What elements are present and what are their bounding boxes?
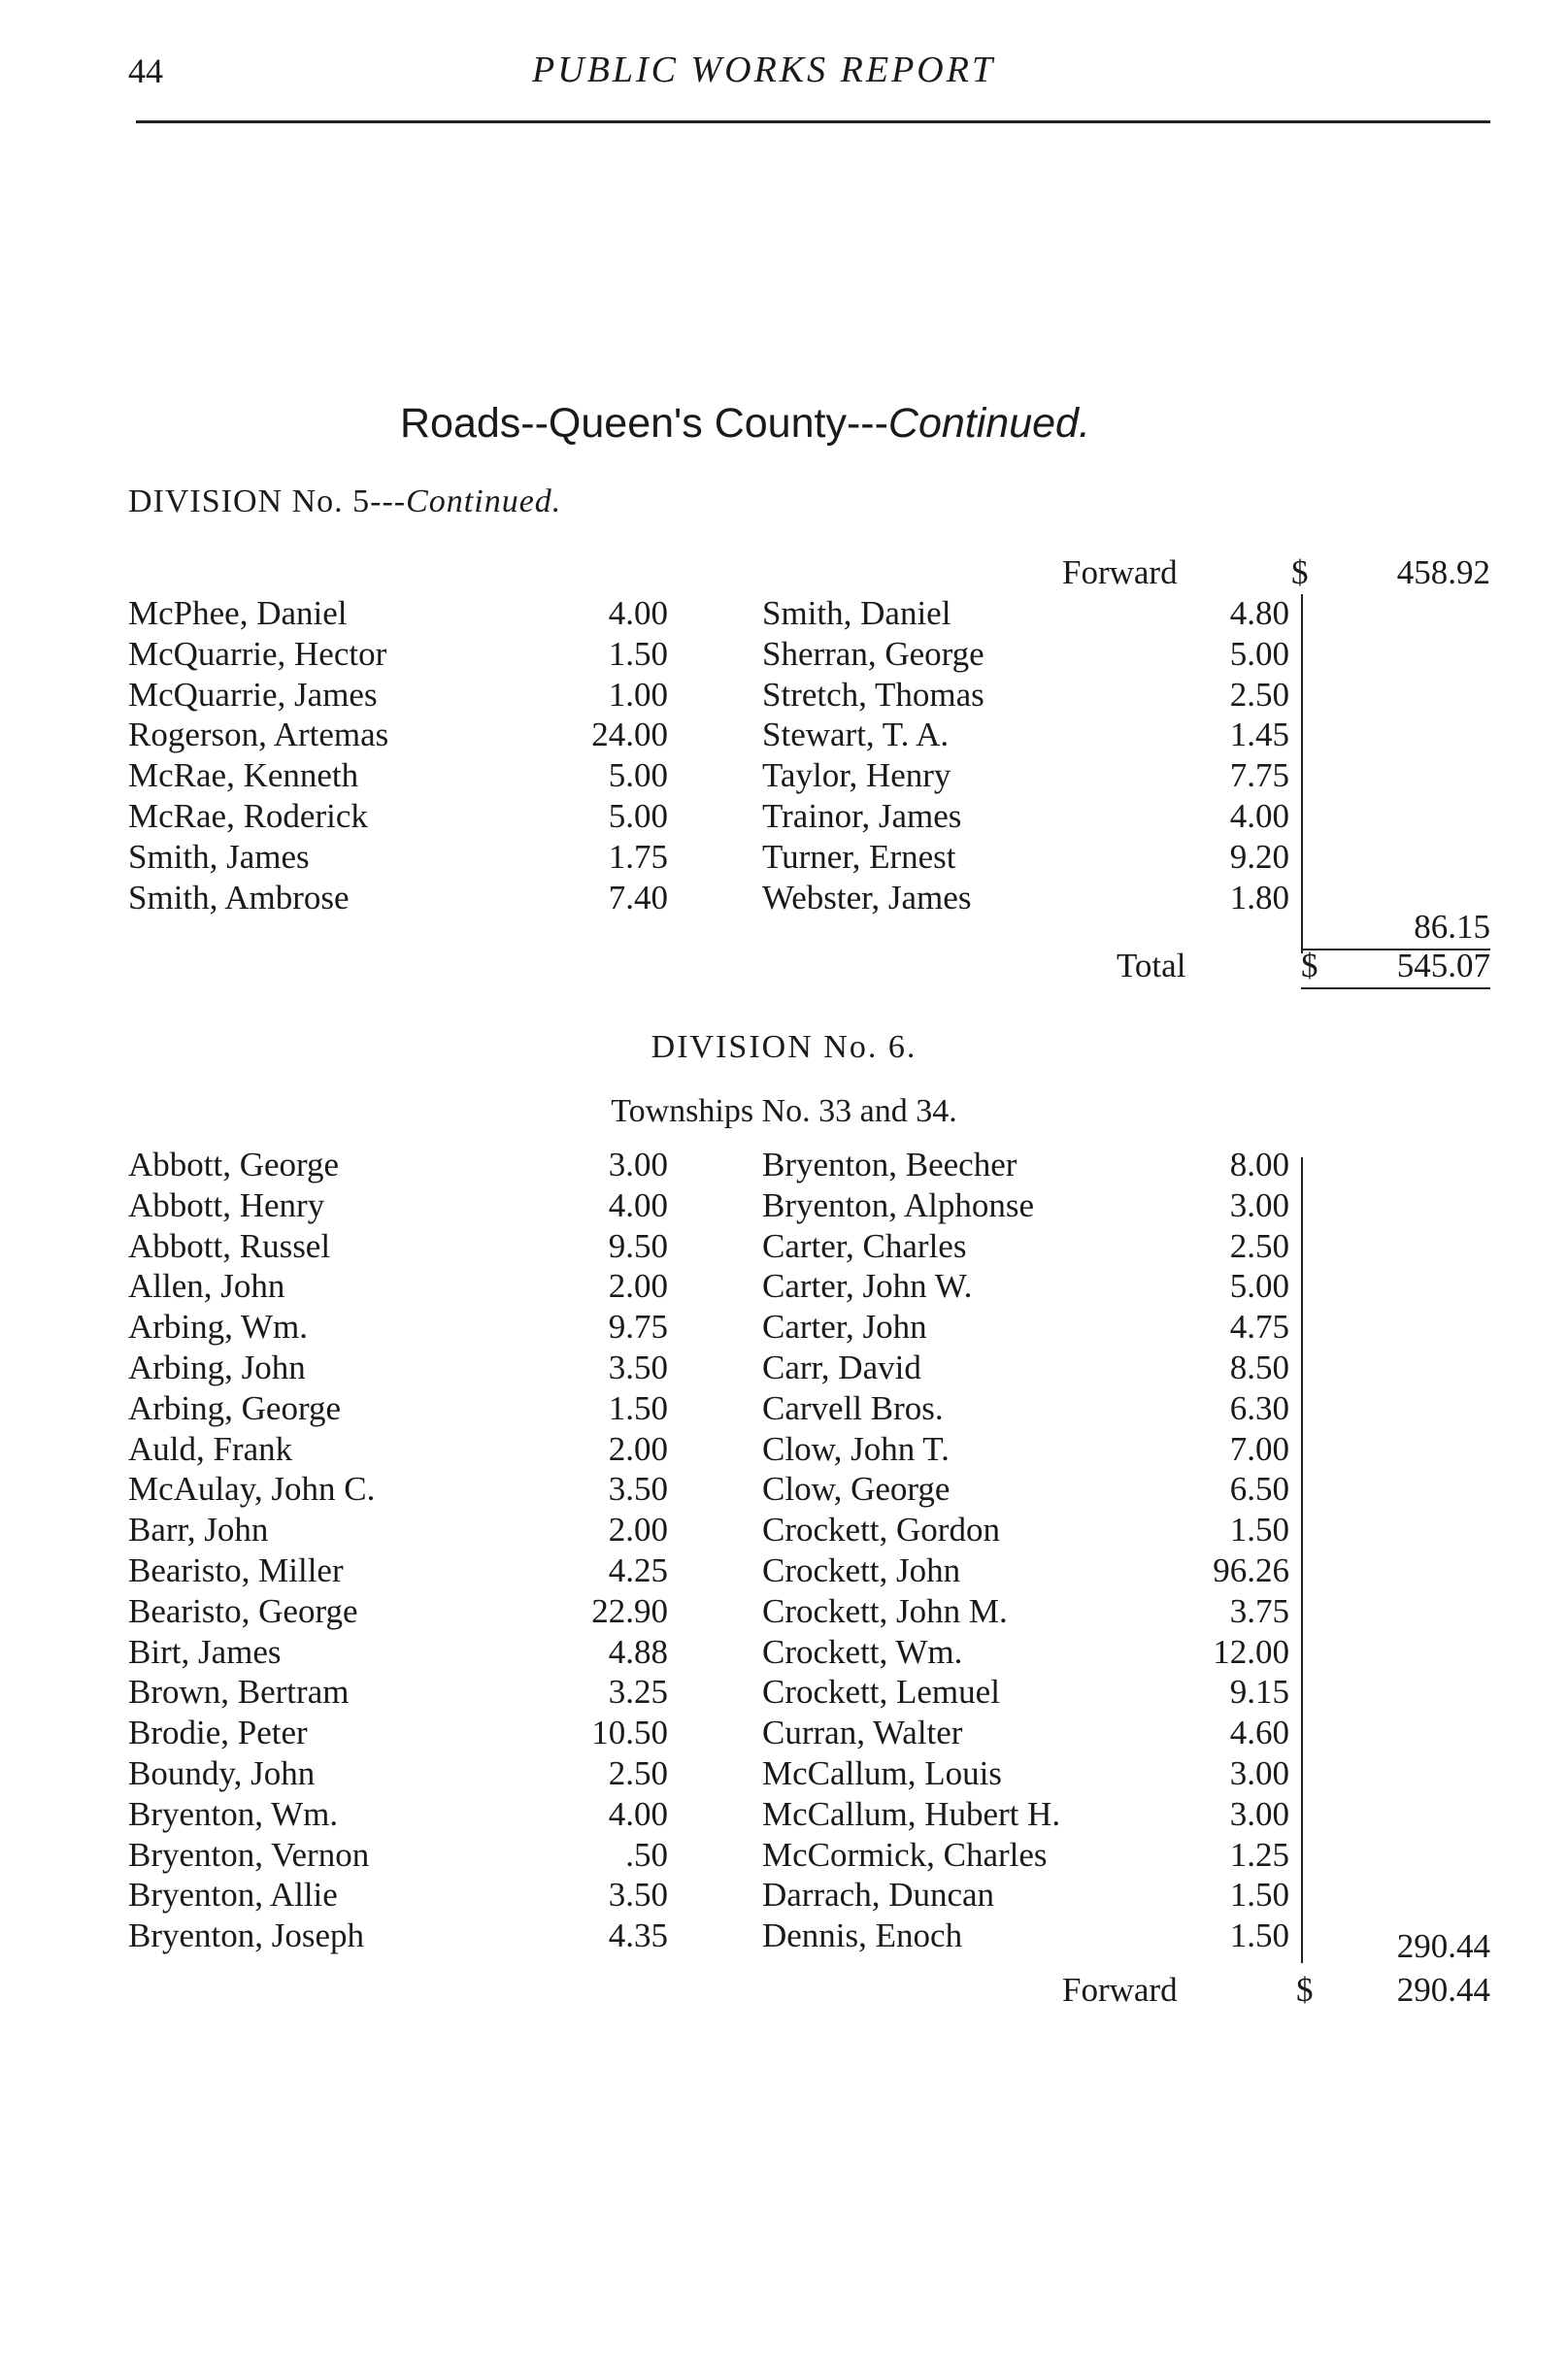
- division5-total-currency: $: [1301, 947, 1318, 984]
- left-amount: 2.00: [608, 1511, 668, 1550]
- right-amount: 9.15: [1229, 1673, 1289, 1712]
- right-name: Carter, Charles: [762, 1226, 967, 1265]
- division5-forward-currency: $: [1291, 553, 1309, 591]
- header-rule: [136, 120, 1490, 123]
- left-amount: 24.00: [591, 716, 668, 754]
- right-name: Curran, Walter: [762, 1714, 963, 1752]
- division6-subheading: Townships No. 33 and 34.: [611, 1093, 957, 1129]
- left-amount: 22.90: [591, 1591, 668, 1630]
- right-amount: 5.00: [1229, 1267, 1289, 1306]
- right-amount: 1.25: [1229, 1835, 1289, 1874]
- section-title-main: Roads--Queen's County---: [400, 400, 888, 447]
- left-name: Birt, James: [128, 1632, 282, 1671]
- right-amount: 1.45: [1229, 716, 1289, 754]
- table-row: [0, 1267, 1568, 1306]
- right-amount: 96.26: [1213, 1551, 1289, 1589]
- left-amount: 3.25: [608, 1673, 668, 1712]
- right-amount: 3.00: [1229, 1794, 1289, 1833]
- right-name: Crockett, Lemuel: [762, 1673, 1000, 1712]
- left-amount: 1.50: [608, 634, 668, 673]
- right-name: Taylor, Henry: [762, 756, 951, 795]
- right-amount: 2.50: [1229, 675, 1289, 714]
- left-amount: 1.75: [608, 837, 668, 876]
- right-amount: 2.50: [1229, 1226, 1289, 1265]
- left-name: Abbott, Russel: [128, 1226, 331, 1265]
- right-name: McCallum, Louis: [762, 1754, 1002, 1792]
- left-name: Smith, Ambrose: [128, 878, 350, 916]
- left-amount: 3.00: [608, 1146, 668, 1183]
- left-name: McAulay, John C.: [128, 1470, 376, 1509]
- left-amount: 4.00: [608, 1185, 668, 1224]
- division6-forward-amount: 290.44: [1396, 1971, 1490, 2009]
- right-amount: 8.50: [1229, 1349, 1289, 1386]
- left-name: McRae, Roderick: [128, 797, 368, 835]
- left-name: Bryenton, Wm.: [128, 1794, 339, 1833]
- table-row: [0, 594, 1568, 633]
- right-amount: 4.60: [1229, 1714, 1289, 1752]
- right-name: Carvell Bros.: [762, 1388, 944, 1427]
- right-name: Crockett, Wm.: [762, 1632, 963, 1671]
- table-row: [0, 1430, 1568, 1469]
- right-name: Webster, James: [762, 878, 972, 916]
- left-amount: 1.00: [608, 675, 668, 714]
- left-name: McQuarrie, Hector: [128, 634, 387, 673]
- table-row: [0, 1470, 1568, 1509]
- left-name: Barr, John: [128, 1511, 269, 1550]
- running-header-title: PUBLIC WORKS REPORT: [532, 50, 996, 90]
- right-name: Carr, David: [762, 1349, 921, 1386]
- left-amount: 4.00: [608, 1794, 668, 1833]
- page-number: 44: [128, 51, 163, 90]
- right-amount: 7.75: [1229, 756, 1289, 795]
- table-row: [0, 1592, 1568, 1631]
- left-name: Bearisto, Miller: [128, 1551, 344, 1589]
- right-amount: 1.50: [1229, 1876, 1289, 1915]
- division5-total-underline: [1301, 987, 1490, 989]
- left-amount: 4.00: [608, 594, 668, 632]
- right-name: Darrach, Duncan: [762, 1876, 995, 1915]
- left-amount: 4.25: [608, 1551, 668, 1589]
- right-amount: 4.80: [1229, 594, 1289, 632]
- left-amount: .50: [625, 1835, 668, 1874]
- table-row: [0, 1349, 1568, 1387]
- left-name: Auld, Frank: [128, 1429, 293, 1468]
- right-amount: 1.80: [1229, 878, 1289, 916]
- right-name: Clow, George: [762, 1470, 951, 1509]
- table-row: [0, 1308, 1568, 1347]
- left-name: Bryenton, Allie: [128, 1876, 338, 1915]
- right-amount: 1.50: [1229, 1511, 1289, 1550]
- right-name: Clow, John T.: [762, 1429, 950, 1468]
- division5-heading-continued: Continued.: [406, 483, 562, 519]
- left-amount: 9.75: [608, 1308, 668, 1347]
- left-name: Bryenton, Joseph: [128, 1916, 365, 1955]
- left-name: Arbing, John: [128, 1349, 306, 1386]
- table-row: [0, 1186, 1568, 1225]
- right-name: Stewart, T. A.: [762, 716, 950, 754]
- right-amount: 8.00: [1229, 1146, 1289, 1183]
- right-name: Bryenton, Alphonse: [762, 1185, 1034, 1224]
- section-title-continued: Continued.: [887, 400, 1090, 447]
- right-amount: 4.00: [1229, 797, 1289, 835]
- division5-heading-text: DIVISION No. 5---: [128, 483, 407, 519]
- table-row: [0, 1754, 1568, 1793]
- left-name: Brodie, Peter: [128, 1714, 308, 1752]
- table-row: [0, 797, 1568, 836]
- left-name: Smith, James: [128, 837, 310, 876]
- right-name: Bryenton, Beecher: [762, 1146, 1018, 1183]
- table-row: [0, 1389, 1568, 1428]
- right-amount: 3.00: [1229, 1185, 1289, 1224]
- left-name: McRae, Kenneth: [128, 756, 359, 795]
- left-amount: 2.00: [608, 1267, 668, 1306]
- right-name: Smith, Daniel: [762, 594, 951, 632]
- left-name: Rogerson, Artemas: [128, 716, 389, 754]
- right-amount: 5.00: [1229, 634, 1289, 673]
- left-name: Allen, John: [128, 1267, 285, 1306]
- right-name: Crockett, Gordon: [762, 1511, 1000, 1550]
- left-name: Abbott, George: [128, 1146, 340, 1183]
- division6-forward-label: Forward: [1062, 1971, 1178, 2009]
- right-name: Carter, John: [762, 1308, 927, 1347]
- division6-heading: DIVISION No. 6.: [651, 1029, 917, 1065]
- right-amount: 6.50: [1229, 1470, 1289, 1509]
- left-amount: 3.50: [608, 1876, 668, 1915]
- left-name: Arbing, George: [128, 1388, 342, 1427]
- division6-column-rule: [1301, 1157, 1303, 1963]
- right-name: Turner, Ernest: [762, 837, 956, 876]
- division6-subtotal-row: [0, 1927, 1568, 1966]
- right-amount: 12.00: [1213, 1632, 1289, 1671]
- left-name: Boundy, John: [128, 1754, 316, 1792]
- table-row: [0, 635, 1568, 674]
- table-row: [0, 838, 1568, 877]
- division5-total-row: [0, 947, 1568, 985]
- division5-forward-row: [0, 553, 1568, 592]
- right-name: Stretch, Thomas: [762, 675, 984, 714]
- right-amount: 3.00: [1229, 1754, 1289, 1792]
- division5-subtotal-amount: 86.15: [1414, 908, 1490, 946]
- right-amount: 9.20: [1229, 837, 1289, 876]
- right-name: Trainor, James: [762, 797, 962, 835]
- right-name: Crockett, John M.: [762, 1591, 1008, 1630]
- division6-forward-row: [0, 1971, 1568, 2010]
- table-row: [0, 756, 1568, 795]
- table-row: [0, 716, 1568, 754]
- right-name: McCallum, Hubert H.: [762, 1794, 1061, 1833]
- table-row: [0, 1673, 1568, 1712]
- division5-column-rule: [1301, 594, 1303, 953]
- right-name: Dennis, Enoch: [762, 1916, 963, 1955]
- left-amount: 2.00: [608, 1429, 668, 1468]
- left-name: Bryenton, Vernon: [128, 1835, 370, 1874]
- table-row: [0, 1511, 1568, 1550]
- left-amount: 4.35: [608, 1916, 668, 1955]
- table-row: [0, 1146, 1568, 1184]
- left-amount: 10.50: [591, 1714, 668, 1752]
- table-row: [0, 1633, 1568, 1672]
- division5-total-amount: 545.07: [1396, 947, 1490, 984]
- right-amount: 4.75: [1229, 1308, 1289, 1347]
- left-name: McPhee, Daniel: [128, 594, 348, 632]
- table-row: [0, 1836, 1568, 1875]
- left-amount: 5.00: [608, 797, 668, 835]
- right-amount: 1.50: [1229, 1916, 1289, 1955]
- left-name: Bearisto, George: [128, 1591, 358, 1630]
- right-amount: 6.30: [1229, 1388, 1289, 1427]
- left-name: Brown, Bertram: [128, 1673, 350, 1712]
- left-amount: 3.50: [608, 1349, 668, 1386]
- left-amount: 1.50: [608, 1388, 668, 1427]
- right-amount: 3.75: [1229, 1591, 1289, 1630]
- table-row: [0, 1714, 1568, 1752]
- right-amount: 7.00: [1229, 1429, 1289, 1468]
- division5-forward-label: Forward: [1062, 553, 1178, 591]
- left-name: Arbing, Wm.: [128, 1308, 309, 1347]
- right-name: McCormick, Charles: [762, 1835, 1048, 1874]
- division5-total-label: Total: [1117, 947, 1186, 984]
- left-amount: 3.50: [608, 1470, 668, 1509]
- table-row: [0, 1227, 1568, 1266]
- left-name: Abbott, Henry: [128, 1185, 325, 1224]
- left-amount: 5.00: [608, 756, 668, 795]
- table-row: [0, 1876, 1568, 1915]
- right-name: Crockett, John: [762, 1551, 961, 1589]
- section-title: [400, 400, 1090, 448]
- division5-forward-amount: 458.92: [1396, 553, 1490, 591]
- left-amount: 4.88: [608, 1632, 668, 1671]
- right-name: Carter, John W.: [762, 1267, 973, 1306]
- table-row: [0, 676, 1568, 715]
- table-row: [0, 1551, 1568, 1590]
- left-amount: 9.50: [608, 1226, 668, 1265]
- division6-subtotal-amount: 290.44: [1396, 1927, 1490, 1965]
- division5-heading: [128, 483, 561, 520]
- right-name: Sherran, George: [762, 634, 984, 673]
- table-row: [0, 1795, 1568, 1834]
- left-name: McQuarrie, James: [128, 675, 378, 714]
- division5-subtotal-row: [0, 908, 1568, 947]
- left-amount: 2.50: [608, 1754, 668, 1792]
- left-amount: 7.40: [608, 878, 668, 916]
- division6-forward-currency: $: [1296, 1971, 1314, 2009]
